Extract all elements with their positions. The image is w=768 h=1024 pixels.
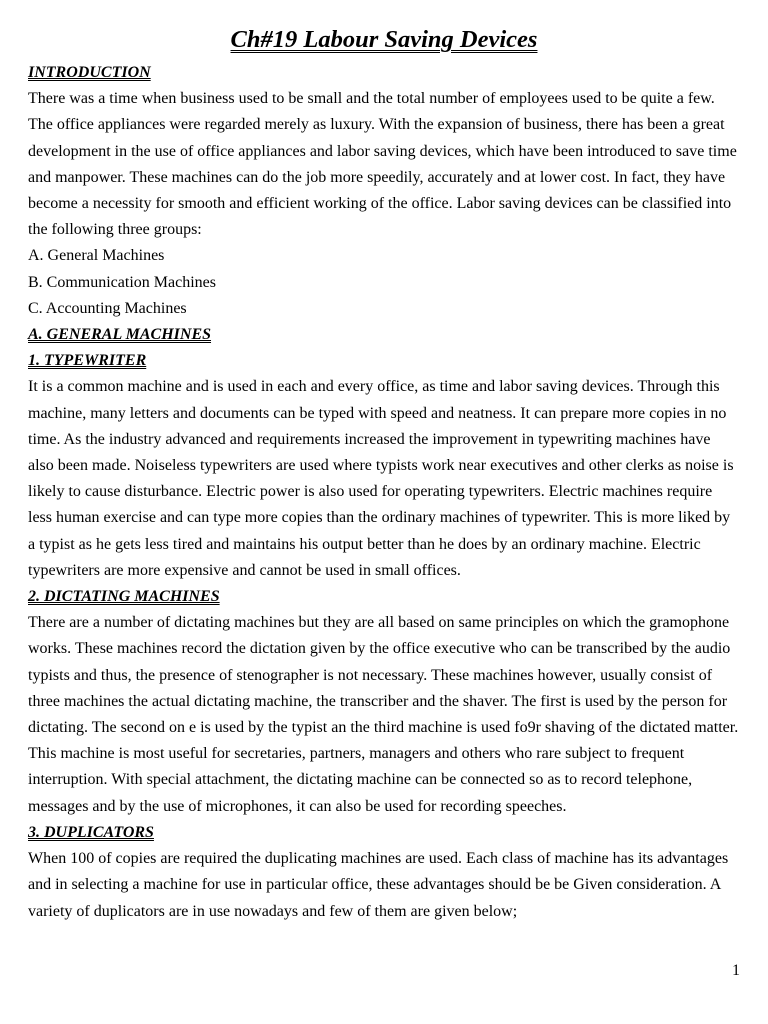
section-heading-duplicators: 3. DUPLICATORS bbox=[28, 823, 154, 841]
device-groups-list bbox=[28, 243, 740, 322]
section-introduction bbox=[28, 60, 740, 322]
section-typewriter bbox=[28, 348, 740, 584]
introduction-paragraph: There was a time when business used to be small and the total number of employees used to be quite a few. The office appliances were regarded merely as luxury. With the expansion of business, there has been a great development in the use of office appliances and labor saving devices, which have been introduced to save time and manpower. These machines can do the job more speedily, accurately and at lower cost. In fact, they have become a necessity for smooth and efficient working of the office. Labor saving devices can be classified into the following three groups: bbox=[28, 90, 737, 239]
section-heading-general-machines: A. GENERAL MACHINES bbox=[28, 326, 212, 344]
dictating-machines-paragraph: There are a number of dictating machines but they are all based on same principles on which the gramophone works. These machines record the dictation given by the office executive who can be transcribed by the audio typists and thus, the presence of stenographer is not necessary. These machines however, usually consist of three machines the actual dictating machine, the transcriber and the shaver. The first is used by the person for dictating. The second on e is used by the typist an the third machine is used fo9r shaving of the dictated matter. This machine is most useful for secretaries, partners, managers and others who rare subject to frequent interruption. With special attachment, the dictating machine can be connected so as to record telephone, messages and by the use of microphones, it can also be used for recording speeches. bbox=[28, 614, 739, 815]
section-general-machines bbox=[28, 322, 740, 348]
section-heading-introduction: INTRODUCTION bbox=[28, 64, 151, 81]
duplicators-paragraph: When 100 of copies are required the duplicating machines are used. Each class of machine has its advantages and in selecting a machine for use in particular office, these advantages should be be Given consideration. A variety of duplicators are in use nowadays and few of them are given below; bbox=[28, 850, 729, 920]
section-dictating-machines bbox=[28, 584, 740, 820]
typewriter-paragraph: It is a common machine and is used in each and every office, as time and labor saving devices. Through this machine, many letters and documents can be typed with speed and neatness. It can prepare more copies in no time. As the industry advanced and requirements increased the improvement in typewriting machines have also been made. Noiseless typewriters are used where typists work near executives and other clerks as noise is likely to cause disturbance. Electric power is also used for operating typewriters. Electric machines require less human exercise and can type more copies than the ordinary machines of typewriter. This is more liked by a typist as he gets less tired and maintains his output better than he does by an ordinary machine. Electric typewriters are more expensive and cannot be used in small offices. bbox=[28, 378, 734, 579]
list-item: C. Accounting Machines bbox=[28, 299, 187, 317]
section-heading-typewriter: 1. TYPEWRITER bbox=[28, 352, 147, 370]
list-item: A. General Machines bbox=[28, 247, 165, 265]
document-page bbox=[28, 24, 740, 925]
section-duplicators bbox=[28, 820, 740, 925]
section-heading-dictating-machines: 2. DICTATING MACHINES bbox=[28, 588, 220, 606]
list-item: B. Communication Machines bbox=[28, 273, 216, 291]
document-title: Ch#19 Labour Saving Devices bbox=[230, 26, 538, 53]
page-number: 1 bbox=[732, 962, 740, 979]
